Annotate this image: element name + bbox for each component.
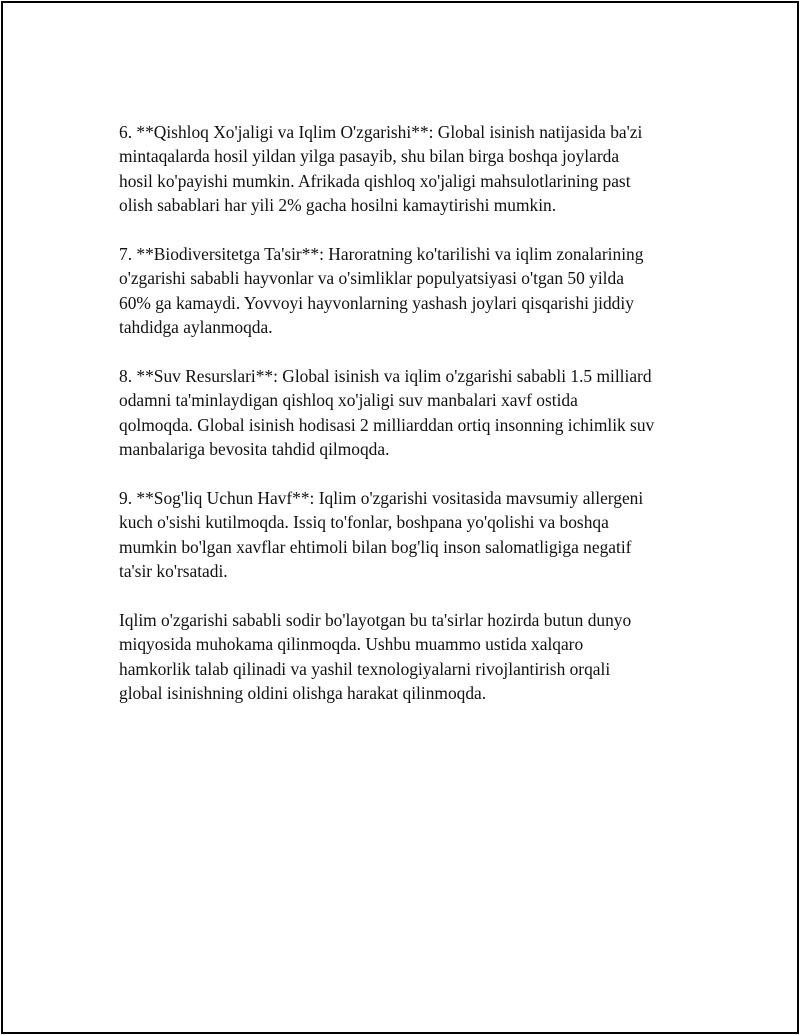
paragraph-health-risk (119, 486, 691, 584)
text-line: 60% ga kamaydi. Yovvoyi hayvonlarning yashash joylari qisqarishi jiddiy (119, 292, 634, 313)
paragraph-biodiversity (119, 242, 691, 340)
text-line: kuch o'sishi kutilmoqda. Issiq to'fonlar, boshpana yo'qolishi va boshqa (119, 512, 609, 533)
paragraph-water-resources (119, 364, 691, 462)
text-line: miqyosida muhokama qilinmoqda. Ushbu muammo ustida xalqaro (119, 634, 584, 655)
text-line: hamkorlik talab qilinadi va yashil texnologiyalarni rivojlantirish orqali (119, 658, 611, 679)
paragraph-agriculture (119, 120, 691, 218)
text-line: 7. **Biodiversitetga Ta'sir**: Haroratning ko'tarilishi va iqlim zonalarining (119, 244, 644, 265)
text-line: 6. **Qishloq Xo'jaligi va Iqlim O'zgarishi**: Global isinish natijasida ba'zi (119, 122, 643, 142)
paragraph-conclusion (119, 608, 691, 706)
text-line: 8. **Suv Resurslari**: Global isinish va iqlim o'zgarishi sababli 1.5 milliard (119, 366, 652, 387)
text-line: o'zgarishi sababli hayvonlar va o'simliklar populyatsiyasi o'tgan 50 yilda (119, 268, 624, 289)
text-line: manbalariga bevosita tahdid qilmoqda. (119, 439, 390, 460)
text-line: tahdidga aylanmoqda. (119, 317, 273, 338)
text-line: mintaqalarda hosil yildan yilga pasayib, shu bilan birga boshqa joylarda (119, 146, 620, 167)
text-line: mumkin bo'lgan xavflar ehtimoli bilan bog'liq inson salomatligiga negatif (119, 536, 632, 557)
text-line: odamni ta'minlaydigan qishloq xo'jaligi suv manbalari xavf ostida (119, 390, 578, 411)
text-line: 9. **Sog'liq Uchun Havf**: Iqlim o'zgarishi vositasida mavsumiy allergeni (119, 488, 644, 509)
text-line: ta'sir ko'rsatadi. (119, 561, 228, 582)
text-line: olish sabablari har yili 2% gacha hosilni kamaytirishi mumkin. (119, 195, 557, 216)
document-body (119, 120, 691, 730)
text-line: hosil ko'payishi mumkin. Afrikada qishloq xo'jaligi mahsulotlarining past (119, 170, 631, 191)
text-line: global isinishning oldini olishga harakat qilinmoqda. (119, 683, 487, 704)
document-page (1, 1, 799, 1034)
text-line: Iqlim o'zgarishi sababli sodir bo'layotgan bu ta'sirlar hozirda butun dunyo (119, 610, 632, 631)
text-line: qolmoqda. Global isinish hodisasi 2 milliarddan ortiq insonning ichimlik suv (119, 414, 655, 435)
